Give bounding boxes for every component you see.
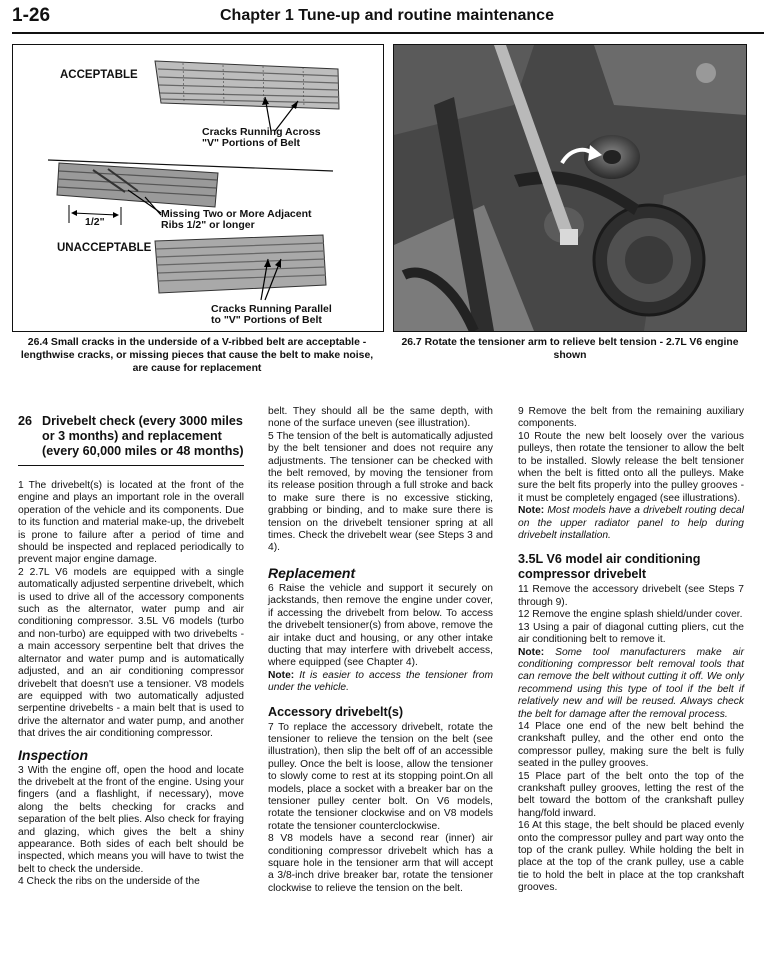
section-title: Drivebelt check (every 3000 miles or 3 months) and replacement (every 60,000 miles or 48 months) xyxy=(42,414,244,458)
callout-missing-ribs-1: Missing Two or More Adjacent xyxy=(161,208,312,220)
note-1-text: It is easier to access the tensioner from under the vehicle. xyxy=(268,669,493,694)
page-header xyxy=(0,0,770,34)
paragraph-11: 11 Remove the accessory drivebelt (see Steps 7 through 9). xyxy=(518,584,744,608)
paragraph-14: 14 Place one end of the new belt behind the crankshaft pulley, and the other end onto the compressor pulley, making sure the belt is fully seated in the pulley grooves. xyxy=(518,720,744,770)
page-number: 1-26 xyxy=(12,5,51,26)
note-1 xyxy=(268,670,493,695)
accessory-drivebelt-heading: Accessory drivebelt(s) xyxy=(268,704,404,719)
paragraph-10: 10 Route the new belt loosely over the various pulleys, then rotate the tensioner to allow the belt to be installed. Slowly release the belt tensioner when the belt is fitted onto all the pulleys. Make sure the belt fits properly into the pulley grooves - it must be completely engaged (see illustrations). xyxy=(518,430,744,504)
belt-wear-illustration xyxy=(12,44,384,332)
section-number: 26 xyxy=(18,414,33,428)
chapter-title: Chapter 1 Tune-up and routine maintenance xyxy=(220,7,554,24)
note-3-label: Note: xyxy=(518,646,545,658)
belt-drawings xyxy=(13,45,383,331)
text-column-1 xyxy=(18,414,244,889)
engine-photo-drawing xyxy=(394,45,746,331)
section-rule xyxy=(18,465,244,466)
note-3 xyxy=(518,647,744,721)
note-3-text: Some tool manufacturers make air conditioning compressor belt removal tools that can remove the belt without cutting it off. We only recommend using this type of tool if the belt if relatively new and will be reused. Always check the belt for damage after the removal process. xyxy=(518,646,744,720)
paragraph-7: 7 To replace the accessory drivebelt, rotate the tensioner to relieve the tension on the belt (see illustration), then slip the belt off of an accessible pulley. Once the belt is loose, allow the tensioner to slowly come to rest at its stopping point.On all models, place a socket with a breaker bar on the tensioner pulley center bolt. On V6 models, rotate the tensioner clockwise and on V8 models rotate the tensioner counterclockwise. xyxy=(268,721,493,832)
paragraph-5: 5 The tension of the belt is automatically adjusted by the belt tensioner and does not require any adjustments. The tensioner can be checked with the belt removed, by moving the tensioner from its release position through a full stroke and back to make sure there is no excessive sticking, grabbing or binding, and to make sure there is tension on the drivebelt tensioner spring at all times. Check the drivebelt wear (see Steps 3 and 4). xyxy=(268,430,493,554)
paragraph-1: 1 The drivebelt(s) is located at the front of the engine and plays an important role in the overall operation of the vehicle and its components. Due to its function and material make-up, the drivebelt is prone to failure after a period of time and should be inspected and replaced periodically to prevent major engine damage. xyxy=(18,480,244,566)
label-unacceptable: UNACCEPTABLE xyxy=(57,242,152,254)
text-column-2 xyxy=(268,406,493,895)
paragraph-8: 8 V8 models have a second rear (inner) air conditioning compressor drivebelt which has a square hole in the tensioner arm that will accept a 3/8-inch drive breaker bar, rotate the tensioner clockwise to relieve the tension on the belt. xyxy=(268,833,493,894)
note-2 xyxy=(518,505,744,542)
paragraph-15: 15 Place part of the belt onto the top of the crankshaft pulley grooves, letting the rest of the belt toward the bottom of the crankshaft pulley hang/fold inward. xyxy=(518,770,744,819)
paragraph-16: 16 At this stage, the belt should be placed evenly onto the compressor pulley and part way onto the top of the crank pulley. While holding the belt in place at the top of the crank pulley, use a cable tie to hold the belt in place at the top crankshaft grooves. xyxy=(518,820,744,894)
header-rule xyxy=(12,32,764,34)
engine-tensioner-photo xyxy=(393,44,747,332)
figure-caption-26-4: 26.4 Small cracks in the underside of a V-ribbed belt are acceptable - lengthwise cracks, or missing pieces that cause the belt to make noise, are cause for replacement xyxy=(20,337,374,374)
note-2-label: Note: xyxy=(518,505,545,517)
dimension-half-inch: 1/2" xyxy=(85,216,105,228)
callout-cracks-across-1: Cracks Running Across xyxy=(202,126,321,138)
paragraph-6: 6 Raise the vehicle and support it securely on jackstands, then remove the engine under cover, if accessing the drivebelt from below. To access the drivebelt tensioner(s) from above, remove the air intake duct and housing, or any other intake ducting that may interfere with drivebelt access, where equipped (see Chapter 4). xyxy=(268,582,493,669)
inspection-heading: Inspection xyxy=(18,746,89,763)
belt-missing-ribs-drawing xyxy=(57,163,218,207)
callout-cracks-across-2: "V" Portions of Belt xyxy=(202,137,301,149)
figure-caption-26-7: 26.7 Rotate the tensioner arm to relieve belt tension - 2.7L V6 engine shown xyxy=(401,337,739,361)
paragraph-9: 9 Remove the belt from the remaining auxiliary components. xyxy=(518,406,744,430)
paragraph-12: 12 Remove the engine splash shield/under cover. xyxy=(518,609,743,621)
callout-cracks-parallel-1: Cracks Running Parallel xyxy=(211,303,332,315)
text-column-3 xyxy=(518,406,744,895)
note-1-label: Note: xyxy=(268,669,295,681)
note-2-text: Most models have a drivebelt routing decal on the upper radiator panel to help during drivebelt installation. xyxy=(518,505,744,542)
belt-unacceptable-drawing xyxy=(155,235,326,293)
paragraph-2: 2 2.7L V6 models are equipped with a single automatically adjusted serpentine drivebelt, which is used to drive all of the accessory components such as the alternator, water pump and air conditioning compressor. 3.5L V6 models (turbo and non-turbo) are equipped with two drivebelts - a main accessory serpentine belt that drives the alternator and water pump and is automatically adjusted, and an air conditioning compressor drivebelt that doesn't use a tensioner. V8 models are equipped with two automatically adjusted serpentine drivebelts - a main belt that is used to drive the alternator and water pump, and another that drives the air conditioning compressor. xyxy=(18,566,244,740)
callout-missing-ribs-2: Ribs 1/2" or longer xyxy=(161,219,255,231)
ac-compressor-drivebelt-heading: 3.5L V6 model air conditioning compressor drivebelt xyxy=(518,552,701,582)
paragraph-4-continued: belt. They should all be the same depth, with none of the surface uneven (see illustration). xyxy=(268,406,493,430)
belt-acceptable-drawing xyxy=(155,61,339,109)
paragraph-4-start: 4 Check the ribs on the underside of the xyxy=(18,876,200,888)
paragraph-13: 13 Using a pair of diagonal cutting pliers, cut the air conditioning belt to remove it. xyxy=(518,621,744,646)
callout-cracks-parallel-2: to "V" Portions of Belt xyxy=(211,314,322,326)
section-heading-26 xyxy=(18,414,244,459)
replacement-heading: Replacement xyxy=(268,564,356,581)
label-acceptable: ACCEPTABLE xyxy=(60,69,138,81)
paragraph-3: 3 With the engine off, open the hood and locate the drivebelt at the front of the engine. Using your fingers (and a flashlight, if necessary), move along the belts checking for cracks and separation of the belt plies. Also check for fraying and glazing, which gives the belt a shiny appearance. Both sides of each belt should be inspected, which means you will have to twist the belt to check the underside. xyxy=(18,764,244,875)
